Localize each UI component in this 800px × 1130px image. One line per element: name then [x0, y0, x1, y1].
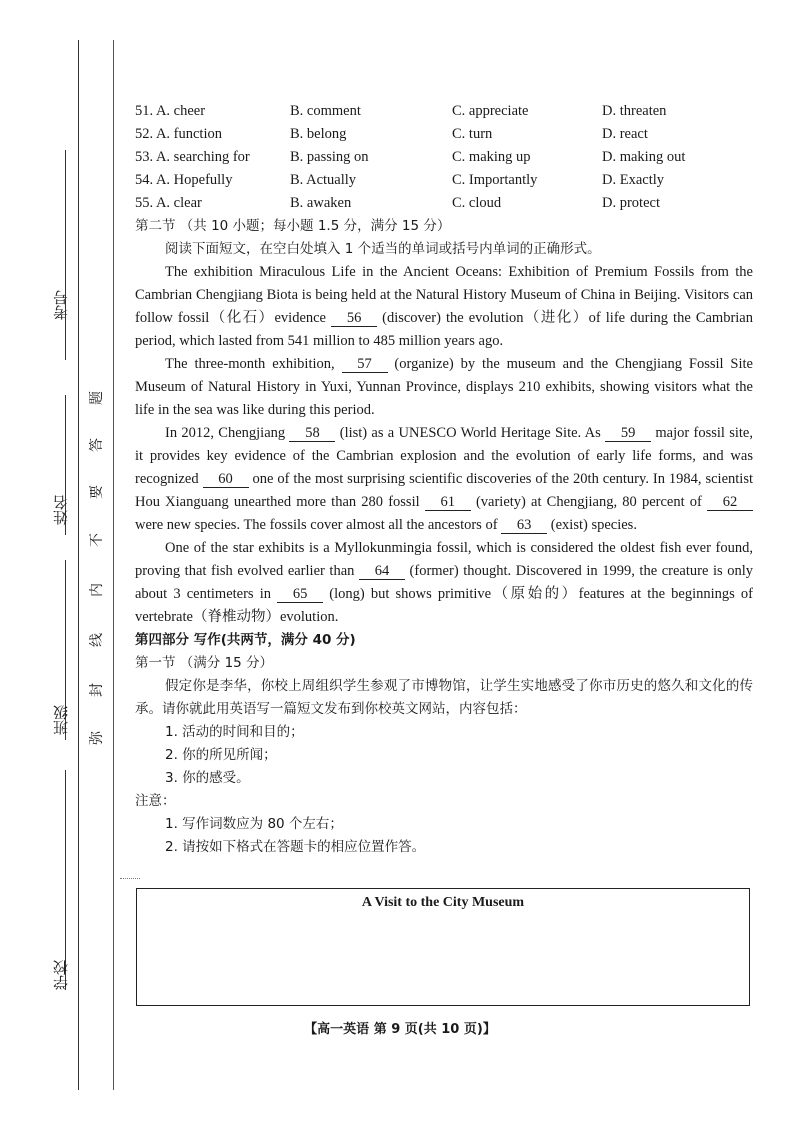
passage-paragraph-3 — [135, 422, 753, 537]
page-footer: 【高一英语 第 9 页(共 10 页)】 — [304, 1022, 496, 1037]
blank-59: 59 — [605, 425, 651, 442]
xingming-label: 姓名 — [52, 495, 70, 525]
option-c: C. making up — [452, 149, 531, 165]
xuexiao-label: 学校 — [52, 960, 70, 990]
text-run: (former) thought. Discovered in 1999, the creature is only about 3 centimeters in — [135, 563, 753, 602]
dotted-mark — [120, 878, 140, 879]
option-c: C. cloud — [452, 195, 502, 211]
option-d: D. react — [602, 126, 648, 142]
blank-62: 62 — [707, 494, 753, 511]
margin-line — [78, 40, 79, 1090]
seal-char: 答 — [89, 438, 105, 452]
option-d: D. making out — [602, 149, 686, 165]
text-run: The exhibition Miraculous Life in the Ancient Oceans: Exhibition of Premium Fossils from the Cambrian Chengjiang Biota is being held at the Natural History Museum of China in Beijing. Visitors can follow fossil（化石）evidence — [135, 264, 753, 326]
seal-char: 线 — [89, 633, 105, 647]
xuexiao-blank — [65, 770, 67, 990]
blank-64: 64 — [359, 563, 405, 580]
option-c: C. turn — [452, 126, 493, 142]
passage-paragraph-1 — [135, 261, 753, 353]
note-item: 2. 请按如下格式在答题卡的相应位置作答。 — [165, 839, 426, 855]
option-row — [135, 146, 753, 169]
option-a: 54. A. Hopefully — [135, 172, 233, 188]
seal-char: 题 — [89, 391, 105, 405]
option-d: D. Exactly — [602, 172, 665, 188]
text-run: (list) as a UNESCO World Heritage Site. As — [335, 425, 606, 441]
passage-paragraph-4 — [135, 537, 753, 629]
text-run: (organize) by the museum and the Chengjiang Fossil Site Museum of Natural History in Yuxi, Yunnan Province, displays 210 exhibits, showing visitors what the life in the sea was like during this period. — [135, 356, 753, 418]
writing-prompt: 假定你是李华，你校上周组织学生参观了市博物馆，让学生实地感受了你市历史的悠久和文化的传承。请你就此用英语写一篇短文发布到你校英文网站，内容包括： — [135, 678, 753, 717]
option-row — [135, 100, 753, 123]
seal-char: 弥 — [89, 731, 105, 745]
prompt-item: 1. 活动的时间和目的； — [165, 724, 304, 740]
options-table — [135, 100, 753, 215]
blank-58: 58 — [289, 425, 335, 442]
blank-60: 60 — [203, 471, 249, 488]
text-run: were new species. The fossils cover almost all the ancestors of — [135, 517, 502, 533]
blank-57: 57 — [342, 356, 388, 373]
option-d: D. threaten — [602, 103, 667, 119]
kaohao-blank — [65, 150, 67, 360]
part4-section1-heading: 第一节 （满分 15 分） — [135, 655, 274, 671]
kaohao-label: 考号 — [52, 290, 70, 320]
option-b: B. Actually — [290, 172, 357, 188]
option-a: 53. A. searching for — [135, 149, 250, 165]
text-run: major fossil site, it provides key evidence of the Cambrian explosion and the evolution of early life forms, and was recognized — [135, 425, 753, 487]
passage-paragraph-2 — [135, 353, 753, 422]
banji-label: 班级 — [52, 705, 70, 735]
text-run: (variety) at Chengjiang, 80 percent of — [470, 494, 707, 510]
answer-box — [136, 888, 750, 1006]
page-content — [135, 100, 753, 859]
text-run: one of the most surprising scientific discoveries of the 20th century. In 1984, scientist Hou Xianguang unearthed more than 280 fossil — [135, 471, 753, 510]
seal-line — [113, 40, 114, 1090]
text-run: One of the star exhibits is a Myllokunmingia fossil, which is considered the oldest fish ever found, proving that fish evolved earlier than — [135, 540, 753, 579]
text-run: The three-month exhibition, — [165, 356, 342, 372]
option-d: D. protect — [602, 195, 660, 211]
seal-char: 不 — [89, 533, 105, 547]
blank-61: 61 — [425, 494, 471, 511]
answer-box-title: A Visit to the City Museum — [361, 895, 525, 910]
prompt-item: 2. 你的所见所闻； — [165, 747, 277, 763]
option-row — [135, 192, 753, 215]
blank-63: 63 — [501, 517, 547, 534]
seal-char: 要 — [89, 485, 105, 499]
seal-char: 内 — [89, 583, 105, 597]
section2-instruction: 阅读下面短文，在空白处填入 1 个适当的单词或括号内单词的正确形式。 — [165, 241, 601, 257]
option-a: 52. A. function — [135, 126, 222, 142]
option-a: 55. A. clear — [135, 195, 202, 211]
option-a: 51. A. cheer — [135, 103, 206, 119]
option-row — [135, 169, 753, 192]
blank-56: 56 — [331, 310, 377, 327]
option-b: B. belong — [290, 126, 347, 142]
note-item: 1. 写作词数应为 80 个左右； — [165, 816, 343, 832]
text-run: (discover) the evolution（进化）of life during the Cambrian period, which lasted from 541 million to 485 million years ago. — [135, 310, 753, 349]
option-b: B. comment — [290, 103, 361, 119]
section2-heading: 第二节 （共 10 小题；每小题 1.5 分，满分 15 分） — [135, 218, 451, 234]
option-row — [135, 123, 753, 146]
text-run: (long) but shows primitive（原始的）features at the beginnings of vertebrate（脊椎动物）evolution. — [135, 586, 753, 625]
binding-margin — [0, 0, 125, 1130]
note-label: 注意： — [135, 793, 176, 809]
blank-65: 65 — [277, 586, 323, 603]
text-run: (exist) species. — [547, 517, 637, 533]
option-c: C. appreciate — [452, 103, 529, 119]
option-c: C. Importantly — [452, 172, 538, 188]
option-b: B. passing on — [290, 149, 369, 165]
seal-char: 封 — [89, 683, 105, 697]
part4-heading: 第四部分 写作(共两节，满分 40 分) — [135, 632, 356, 648]
option-b: B. awaken — [290, 195, 352, 211]
text-run: In 2012, Chengjiang — [165, 425, 290, 441]
prompt-item: 3. 你的感受。 — [165, 770, 250, 786]
